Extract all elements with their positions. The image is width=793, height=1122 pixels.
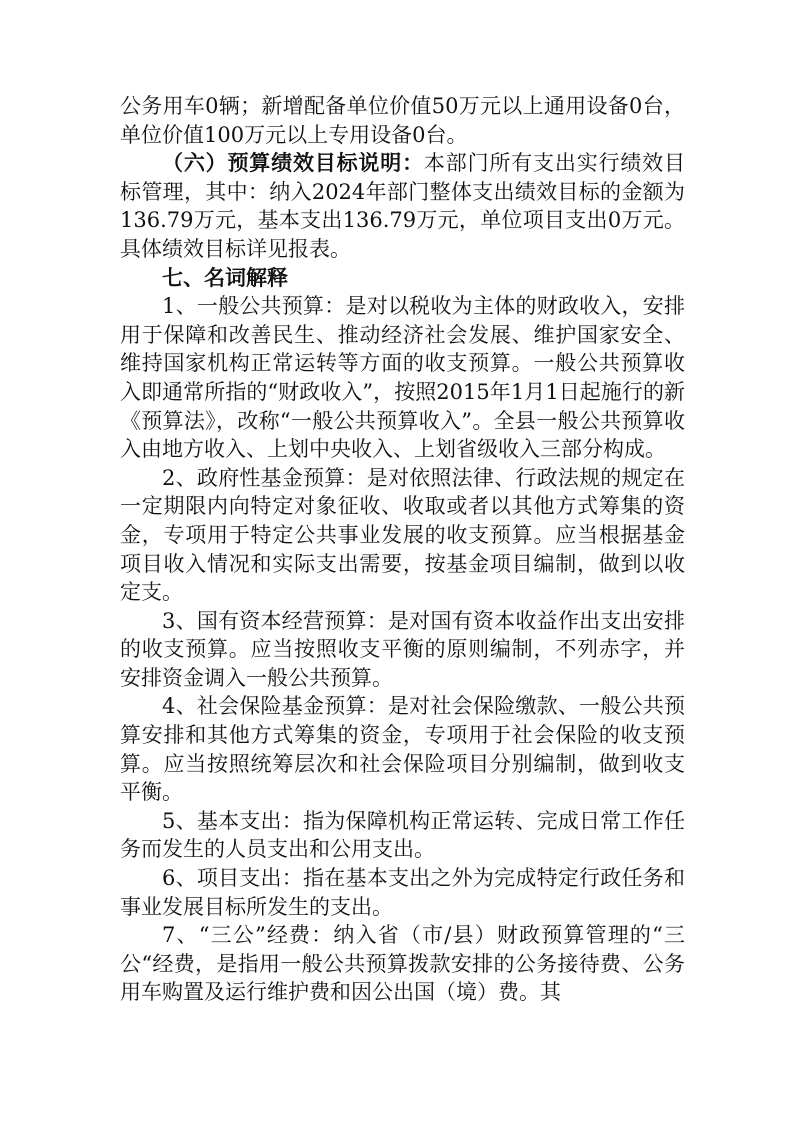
section-6-body: 本部门所有支出实行绩效目标管理，其中：纳入2024年部门整体支出绩效目标的金额为136.79万元，基本支出136.79万元，单位项目支出0万元。具体绩效目标详见报表。 [120, 151, 686, 261]
term-project-expenditure: 6、项目支出：指在基本支出之外为完成特定行政任务和事业发展目标所发生的支出。 [120, 866, 685, 919]
term-government-fund-budget: 2、政府性基金预算：是对依照法律、行政法规的规定在一定期限内向特定对象征收、收取或者以其他方式筹集的资金，专项用于特定公共事业发展的收支预算。应当根据基金项目收入情况和实际支出需要，按基金项目编制，做到以收定支。 [120, 465, 685, 605]
paragraph-vehicles-equipment: 公务用车0辆；新增配备单位价值50万元以上通用设备0台，单位价值100万元以上专用设备0台。 [120, 94, 685, 147]
document-page [120, 92, 685, 1007]
term-basic-expenditure: 5、基本支出：指为保障机构正常运转、完成日常工作任务而发生的人员支出和公用支出。 [120, 808, 685, 862]
term-social-insurance-budget: 4、社会保险基金预算：是对社会保险缴款、一般公共预算安排和其他方式筹集的资金，专项用于社会保险的收支预算。应当按照统筹层次和社会保险项目分别编制，做到收支平衡。 [120, 694, 685, 805]
paragraph-performance-goals [120, 149, 685, 263]
section-6-heading: （六）预算绩效目标说明： [162, 150, 424, 176]
term-three-public-expenses: 7、“三公”经费：纳入省（市/县）财政预算管理的“三公“经费，是指用一般公共预算拨款安排的公务接待费、公务用车购置及运行维护费和因公出国（境）费。其 [120, 923, 685, 1005]
section-7-heading: 七、名词解释 [162, 264, 288, 290]
term-general-public-budget: 1、一般公共预算：是对以税收为主体的财政收入，安排用于保障和改善民生、推动经济社会发展、维护国家安全、维持国家机构正常运转等方面的收支预算。一般公共预算收入即通常所指的“财政收入”，按照2015年1月1日起施行的新《预算法》，改称“一般公共预算收入”。全县一般公共预算收入由地方收入、上划中央收入、上划省级收入三部分构成。 [120, 294, 685, 462]
term-state-capital-budget: 3、国有资本经营预算：是对国有资本收益作出支出安排的收支预算。应当按照收支平衡的原则编制，不列赤字，并安排资金调入一般公共预算。 [120, 608, 685, 690]
